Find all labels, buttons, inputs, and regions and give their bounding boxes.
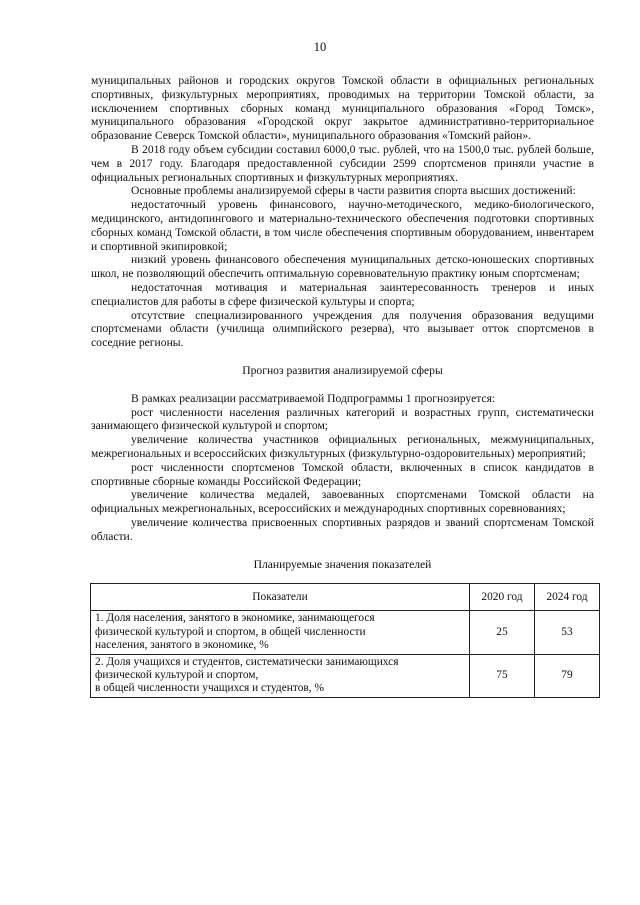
paragraph: муниципальных районов и городских округов Томской области в официальных региональных спортивных, физкультурных мероприятиях, проводимых на территории Томской области, за исключением спортивных сборных команд муниципального образования «Город Томск», муниципального образования «Городской округ закрытое административно-территориальное образование Северск Томской области», муниципального образования «Томский район». bbox=[91, 74, 594, 143]
table-row bbox=[91, 654, 600, 697]
indicator-line: 1. Доля населения, занятого в экономике, занимающегося bbox=[95, 612, 375, 625]
value-2024: 79 bbox=[535, 654, 600, 697]
indicator-line: в общей численности учащихся и студентов, % bbox=[95, 682, 324, 695]
list-item: отсутствие специализированного учреждения для получения образования ведущими спортсменами области (училища олимпийского резерва), что вызывает отток спортсменов в соседние регионы. bbox=[91, 308, 594, 350]
list-item: увеличение количества медалей, завоеванных спортсменами Томской области на официальных межрегиональных, всероссийских и международных спортивных соревнованиях; bbox=[91, 488, 594, 516]
list-item: увеличение количества присвоенных спортивных разрядов и званий спортсменам Томской области. bbox=[91, 515, 594, 543]
list-item: рост численности спортсменов Томской области, включенных в список кандидатов в спортивные сборные команды Российской Федерации; bbox=[91, 460, 594, 488]
list-item: рост численности населения различных категорий и возрастных групп, систематически занимающего физической культурой и спортом; bbox=[91, 405, 594, 433]
indicator-line: 2. Доля учащихся и студентов, систематически занимающихся bbox=[95, 655, 399, 668]
table-header-row bbox=[91, 584, 600, 611]
indicator-line: населения, занятого в экономике, % bbox=[95, 639, 269, 652]
list-item: недостаточный уровень финансового, научно-методического, медико-биологического, медицинского, антидопингового и материально-технического обеспечения подготовки спортивных сборных команд Томской области, в том числе обеспечения спортивным оборудованием, инвентарем и спортивной экипировкой; bbox=[91, 198, 594, 253]
column-header-2020: 2020 год bbox=[470, 584, 535, 611]
table-row bbox=[91, 611, 600, 654]
indicator-name bbox=[91, 611, 470, 654]
section-heading-forecast: Прогноз развития анализируемой сферы bbox=[242, 363, 443, 377]
indicator-line: физической культурой и спортом, bbox=[95, 668, 259, 681]
value-2020: 25 bbox=[470, 611, 535, 654]
document-body bbox=[91, 74, 594, 698]
value-2020: 75 bbox=[470, 654, 535, 697]
paragraph: В рамках реализации рассматриваемой Подпрограммы 1 прогнозируется: bbox=[131, 391, 496, 405]
list-item: недостаточная мотивация и материальная заинтересованность тренеров и иных специалистов для работы в сфере физической культуры и спорта; bbox=[91, 280, 594, 308]
indicator-line: физической культурой и спортом, в общей численности bbox=[95, 625, 366, 638]
indicators-table bbox=[90, 583, 600, 697]
table-heading: Планируемые значения показателей bbox=[253, 557, 432, 571]
column-header-indicators: Показатели bbox=[91, 584, 470, 611]
list-item: увеличение количества участников официальных региональных, межмуниципальных, межрегиональных и всероссийских физкультурных (физкультурно-оздоровительных) мероприятий; bbox=[91, 433, 594, 460]
value-2024: 53 bbox=[535, 611, 600, 654]
list-item: низкий уровень финансового обеспечения муниципальных детско-юношеских спортивных школ, не позволяющий обеспечить оптимальную соревновательную практику юным спортсменам; bbox=[91, 253, 594, 281]
indicator-name bbox=[91, 654, 470, 697]
column-header-2024: 2024 год bbox=[535, 584, 600, 611]
paragraph: В 2018 году объем субсидии составил 6000,0 тыс. рублей, что на 1500,0 тыс. рублей больше, чем в 2017 году. Благодаря предоставленной субсидии 2599 спортсменов приняли участие в официальных региональных спортивных и физкультурных мероприятиях. bbox=[91, 142, 594, 184]
page-number: 10 bbox=[313, 40, 327, 54]
paragraph: Основные проблемы анализируемой сферы в части развития спорта высших достижений: bbox=[131, 184, 576, 198]
